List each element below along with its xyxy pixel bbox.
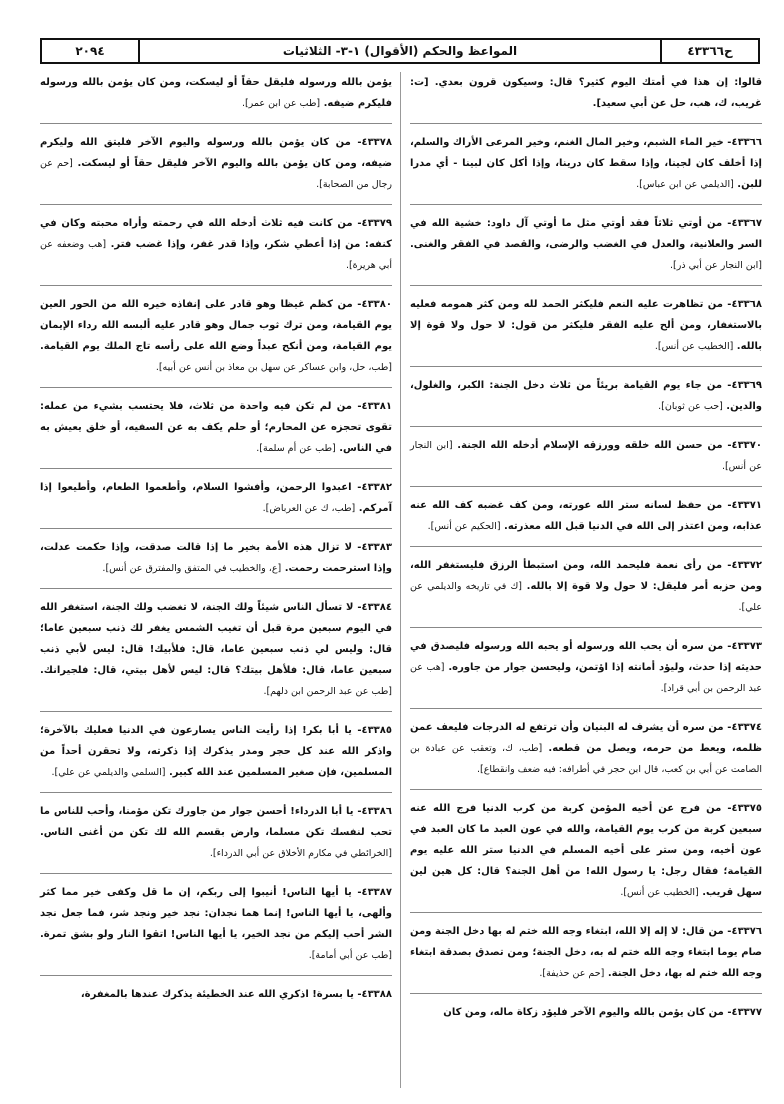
hadith-source: [ابن النجار عن أنس]. (410, 440, 762, 472)
hadith-number: ٤٣٣٧٢ (731, 560, 762, 571)
hadith-text: - يا أبا بكر! إذا رأيت الناس يسارعون في الدنيا فعليك بالآخرة؛ واذكر الله عند كل حجر ومدر يذكرك إذا ذكرته، ولا تحقرن أحداً من المسلمين، فإن صغير المسلمين عند الله كبير. (40, 725, 392, 778)
hadith-entry (410, 72, 762, 124)
hadith-entry (40, 477, 392, 529)
hadith-text: - من قال: لا إله إلا الله، ابتغاء وجه الله ختم له بها دخل الجنة ومن صام يوما ابتغاء وجه الله ختم له به، دخل الجنة؛ ومن تصدق بصدقة ابتغاء وجه الله ختم له بها، دخل الجنة. (410, 926, 762, 979)
hadith-entry (40, 294, 392, 388)
hadith-number: ٤٣٣٦٨ (731, 299, 762, 310)
hadith-number: ٤٣٣٧١ (731, 500, 762, 511)
hadith-text: - من فرج عن أخيه المؤمن كربة من كرب الدنيا فرج الله عنه سبعين كربة من كرب يوم القيامة، والله في عون العبد ما كان العبد في عون أخيه، ومن ستر على أخيه المسلم في الدنيا ستر الله عليه يوم القيامة؛ فقال رجل: يا رسول الله! من أهل الجنة؟ قال: كل هين لين سهل قريب. (410, 803, 762, 898)
hadith-text: - من كانت فيه ثلاث أدخله الله في رحمته وأراه محبته وكان في كنفه: من إذا أعطي شكر، وإذا قدر غفر، وإذا غضب فتر. (40, 218, 392, 250)
hadith-source: [هب عن عبد الرحمن بن أبي قراد]. (410, 662, 762, 694)
hadith-number: ٤٣٣٧٦ (731, 926, 762, 937)
hadith-source: [طب، ك، وتعقب عن عبادة بن الصامت عن أبي بن كعب، قال ابن حجر في أطرافه: فيه ضعف وانقطاع]. (410, 743, 762, 775)
hadith-range-label: ح٤٣٣٦٦ (660, 40, 758, 62)
hadith-number: ٤٣٣٧٣ (731, 641, 762, 652)
hadith-number: ٤٣٣٨٨ (361, 989, 392, 1000)
hadith-source: [السلمي والديلمي عن علي]. (51, 767, 166, 778)
hadith-entry (410, 294, 762, 367)
hadith-number: ٤٣٣٨٤ (361, 602, 392, 613)
hadith-number: ٤٣٣٨٢ (361, 482, 392, 493)
hadith-source: [ع، والخطيب في المتفق والمفترق عن أنس]. (102, 563, 282, 574)
hadith-source: [طب عن أم سلمة]. (256, 443, 336, 454)
hadith-text: - خير الماء الشبم، وخير المال الغنم، وخير المرعى الأراك والسلم، إذا أخلف كان لجينا، وإذا سقط كان درينا، وإذا أكل كان لبينا - أي مدرا للبن. (410, 137, 762, 190)
hadith-text: - من حسن الله خلقه وورزقه الإسلام أدخله الله الجنة. (457, 440, 732, 451)
right-column (410, 72, 762, 1088)
hadith-source: [طب، حل، وابن عساكر عن سهل بن معاذ بن أنس عن أبيه]. (155, 362, 392, 373)
page-header (40, 38, 760, 64)
hadith-text: - من رأى نعمة فليحمد الله، ومن استبطأ الرزق فليستغفر الله، ومن حزبه أمر فليقل: لا حول ولا قوة إلا بالله. (410, 560, 763, 592)
hadith-source: [ابن النجار عن أبي ذر]. (670, 260, 762, 271)
hadith-text: - اعبدوا الرحمن، وأفشوا السلام، وأطعموا الطعام، وأطيعوا إذا آمركم. (40, 482, 392, 514)
hadith-entry (410, 921, 762, 994)
hadith-entry (410, 132, 762, 205)
hadith-entry (40, 882, 392, 976)
hadith-entry (40, 72, 392, 124)
hadith-text: - يا أبا الدرداء! أحسن جوار من جاورك تكن مؤمنا، وأحب للناس ما تحب لنفسك تكن مسلما، وارض بقسم الله لك تكن من أغنى الناس. (40, 806, 392, 838)
hadith-entry (410, 555, 762, 628)
hadith-source: [الخطيب عن أنس]. (620, 887, 699, 898)
hadith-number: ٤٣٣٧٤ (731, 722, 762, 733)
hadith-entry (410, 636, 762, 709)
hadith-text: - من حفظ لسانه ستر الله عورته، ومن كف غضبه كف الله عنه عذابه، ومن اعتذر إلى الله في الدنيا قبل الله معذرته. (410, 500, 762, 532)
hadith-source: [الحكيم عن أنس]. (427, 521, 501, 532)
hadith-source: [الخرائطي في مكارم الأخلاق عن أبي الدرداء]. (209, 848, 392, 859)
hadith-source: [الخطيب عن أنس]. (654, 341, 734, 352)
hadith-text: - يا بسرة! اذكري الله عند الخطيئة يذكرك عندها بالمغفرة، (80, 989, 362, 1000)
hadith-entry (410, 213, 762, 286)
hadith-source: [طب عن ابن عمر]. (241, 98, 321, 109)
hadith-entry (410, 717, 762, 790)
hadith-entry (410, 798, 762, 913)
page-number: ٢٠٩٤ (42, 40, 140, 62)
left-column (40, 72, 392, 1088)
hadith-number: ٤٣٣٧٨ (361, 137, 392, 148)
hadith-entry (40, 597, 392, 712)
hadith-text: - من لم تكن فيه واحدة من ثلاث، فلا يحتسب بشيء من عمله: تقوى تحجزه عن المحارم؛ أو حلم يكف به عن السفيه، أو خلق يعيش به في الناس. (40, 401, 392, 454)
hadith-number: ٤٣٣٧٧ (731, 1007, 762, 1018)
hadith-text: - من كان يؤمن بالله واليوم الآخر فليؤد زكاة ماله، ومن كان (443, 1007, 732, 1018)
hadith-number: ٤٣٣٦٧ (731, 218, 762, 229)
hadith-entry (410, 375, 762, 427)
hadith-entry (40, 396, 392, 469)
hadith-entry (410, 435, 762, 487)
hadith-entry (40, 801, 392, 874)
hadith-number: ٤٣٣٧٠ (731, 440, 762, 451)
hadith-text: - من تظاهرت عليه النعم فليكثر الحمد لله ومن كثر همومه فعليه بالاستغفار، ومن ألح عليه الفقر فليكثر من قول: لا حول ولا قوة إلا بالله. (410, 299, 762, 352)
chapter-title: المواعظ والحكم (الأقوال) ١-٣- الثلاثيات (282, 44, 518, 58)
hadith-source: [هب وضعفه عن أبي هريرة]. (40, 239, 392, 271)
hadith-number: ٤٣٣٨٠ (361, 299, 392, 310)
hadith-source: [حم عن حذيفة]. (539, 968, 605, 979)
hadith-number: ٤٣٣٨٥ (361, 725, 392, 736)
hadith-entry (40, 537, 392, 589)
hadith-text: - من جاء يوم القيامة بريئاً من ثلاث دخل الجنة: الكبر، والغلول، والدين. (410, 380, 762, 412)
hadith-entry (40, 720, 392, 793)
hadith-text: - من كظم غيظا وهو قادر على إنفاذه خيره الله من الحور العين يوم القيامة، ومن ترك ثوب جمال وهو قادر عليه ألبسه الله رداء الإيمان يوم القيامة، ومن أنكح عبداً وضع الله على رأسه تاج الملك يوم القيامة. (40, 299, 392, 352)
hadith-number: ٤٣٣٨١ (361, 401, 392, 412)
hadith-text: - يا أيها الناس! أنيبوا إلى ربكم، إن ما قل وكفى خير مما كثر وألهى، يا أيها الناس! إنما هما نجدان: نجد خير ونجد شر، فما جعل نجد الشر أحب إليكم من نجد الخير، يا أيها الناس! اتقوا النار ولو بشق تمرة. (40, 887, 392, 940)
hadith-number: ٤٣٣٧٩ (361, 218, 392, 229)
hadith-source: [طب، ك عن العرباض]. (262, 503, 356, 514)
text-columns (40, 72, 762, 1088)
hadith-source: [طب عن عبد الرحمن ابن دلهم]. (263, 686, 392, 697)
hadith-number: ٤٣٣٦٦ (731, 137, 762, 148)
hadith-entry (410, 495, 762, 547)
hadith-text: - من سره أن يحب الله ورسوله أو يحبه الله ورسوله فليصدق في حديثه إذا حدث، وليؤد أمانته إذا اؤتمن، وليحسن جوار من جاوره. (410, 641, 763, 673)
hadith-source: [طب عن أبي أمامة]. (308, 950, 392, 961)
hadith-number: ٤٣٣٨٣ (361, 542, 392, 553)
hadith-number: ٤٣٣٨٦ (361, 806, 392, 817)
hadith-text: - لا تسأل الناس شيئاً ولك الجنة، لا تغضب ولك الجنة، استغفر الله في اليوم سبعين مرة قبل أن تغيب الشمس يغفر لك ذنب سبعين عاما؛ قال: وليس لي ذنب سبعين عاما، قال: فلأبيك! قال: ليس لأبي ذنب سبعين عاما، قال: فلأهل بيتك؟ قال: ليس لأهل بيتي، قال: فلجيرانك. (40, 602, 392, 676)
hadith-entry (410, 1002, 762, 1032)
hadith-source: [حم عن رجال من الصحابة]. (40, 158, 392, 190)
hadith-entry (40, 213, 392, 286)
hadith-number: ٤٣٣٧٥ (731, 803, 762, 814)
hadith-text: - من سره أن يشرف له البنيان وأن ترتفع له الدرجات فليعف عمن ظلمه، ويعط من حرمه، ويصل من قطعه. (410, 722, 762, 754)
hadith-number: ٤٣٣٨٧ (361, 887, 392, 898)
hadith-entry (40, 984, 392, 1014)
hadith-source: [حب عن ثوبان]. (658, 401, 723, 412)
hadith-number: ٤٣٣٦٩ (731, 380, 762, 391)
hadith-source: [الديلمي عن ابن عباس]. (636, 179, 734, 190)
hadith-text: - لا تزال هذه الأمة بخير ما إذا قالت صدقت، وإذا حكمت عدلت، وإذا استرحمت رحمت. (40, 542, 392, 574)
hadith-text: يؤمن بالله ورسوله فليقل حقاً أو ليسكت، ومن كان يؤمن بالله ورسوله فليكرم ضيفه. (40, 77, 392, 109)
hadith-text: - من كان يؤمن بالله ورسوله واليوم الآخر فليتق الله وليكرم ضيفه، ومن كان يؤمن بالله واليوم الآخر فليقل حقاً أو ليسكت. (40, 137, 392, 169)
hadith-entry (40, 132, 392, 205)
hadith-text: - من أوتي ثلاثاً فقد أوتي مثل ما أوتي آل داود: خشية الله في السر والعلانية، والعدل في الغضب والرضى، والقصد في الفقر والغنى. (410, 218, 762, 250)
hadith-source: [ك في تاريخه والديلمي عن علي]. (410, 581, 762, 613)
hadith-text: قالوا: إن هذا في أمتك اليوم كثير؟ قال: وسيكون قرون بعدي. [ت: غريب، ك، هب، حل عن أبي سعيد]. (410, 77, 762, 109)
